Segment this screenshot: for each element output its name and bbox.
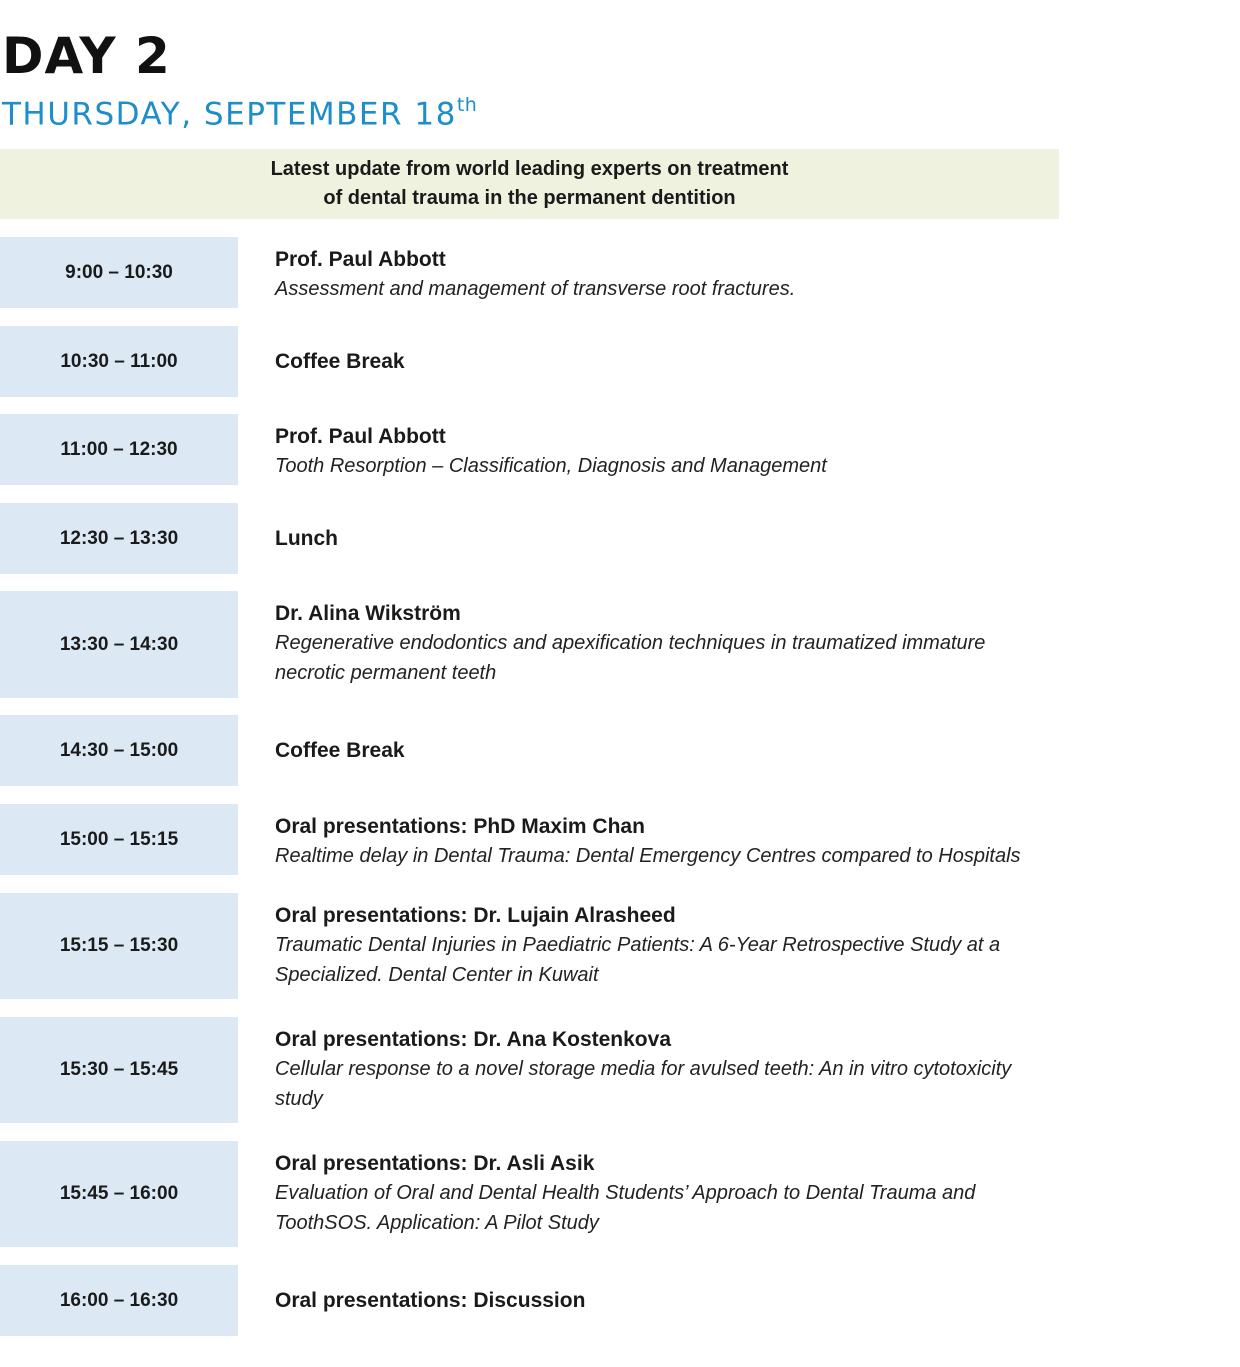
date-text: THURSDAY, SEPTEMBER 18 (2, 96, 457, 133)
time-slot: 13:30 – 14:30 (0, 591, 238, 698)
session-title: Oral presentations: PhD Maxim Chan (275, 815, 645, 838)
time-slot: 15:00 – 15:15 (0, 804, 238, 875)
time-slot: 14:30 – 15:00 (0, 715, 238, 786)
time-slot: 15:45 – 16:00 (0, 1141, 238, 1247)
schedule-row (0, 1141, 1059, 1247)
schedule-row (0, 804, 1059, 875)
day-title: DAY 2 (2, 27, 171, 85)
session-title: Lunch (275, 527, 338, 550)
session-title: Coffee Break (275, 350, 405, 373)
schedule-row (0, 326, 1059, 397)
session-description: Traumatic Dental Injuries in Paediatric Patients: A 6-Year Retrospective Study at a Specialized. Dental Center in Kuwait (275, 934, 1001, 986)
time-slot: 15:15 – 15:30 (0, 893, 238, 999)
session-title: Oral presentations: Dr. Ana Kostenkova (275, 1028, 671, 1051)
session-content (275, 804, 1059, 883)
date-suffix: th (456, 94, 478, 116)
session-title: Prof. Paul Abbott (275, 248, 446, 271)
time-slot: 10:30 – 11:00 (0, 326, 238, 397)
schedule-row (0, 591, 1059, 698)
date-heading (2, 88, 477, 133)
session-title: Oral presentations: Dr. Asli Asik (275, 1152, 595, 1175)
session-content (275, 893, 1059, 1007)
session-content (275, 414, 1059, 493)
banner-line-1: Latest update from world leading experts on treatment (270, 158, 789, 180)
session-content (275, 715, 1059, 786)
session-description: Evaluation of Oral and Dental Health Students’ Approach to Dental Trauma and ToothSOS. Application: A Pilot Study (275, 1182, 976, 1234)
time-slot: 11:00 – 12:30 (0, 414, 238, 485)
session-content (275, 237, 1059, 316)
session-title: Prof. Paul Abbott (275, 425, 446, 448)
topic-banner (0, 149, 1059, 219)
schedule-row (0, 503, 1059, 574)
session-description: Realtime delay in Dental Trauma: Dental Emergency Centres compared to Hospitals (275, 845, 1021, 867)
time-slot: 15:30 – 15:45 (0, 1017, 238, 1123)
schedule-row (0, 893, 1059, 999)
session-content (275, 1141, 1059, 1255)
session-description: Regenerative endodontics and apexification techniques in traumatized immature necrotic permanent teeth (275, 632, 986, 684)
session-description: Cellular response to a novel storage media for avulsed teeth: An in vitro cytotoxicity study (275, 1058, 1012, 1110)
session-content (275, 591, 1059, 706)
session-title: Dr. Alina Wikström (275, 602, 461, 625)
time-slot: 9:00 – 10:30 (0, 237, 238, 308)
session-content (275, 1017, 1059, 1131)
session-content (275, 326, 1059, 397)
schedule-row (0, 715, 1059, 786)
session-title: Oral presentations: Discussion (275, 1289, 586, 1312)
schedule-row (0, 1265, 1059, 1336)
session-description: Tooth Resorption – Classification, Diagnosis and Management (275, 455, 827, 477)
schedule-row (0, 237, 1059, 308)
time-slot: 16:00 – 16:30 (0, 1265, 238, 1336)
time-slot: 12:30 – 13:30 (0, 503, 238, 574)
schedule-row (0, 414, 1059, 485)
session-title: Oral presentations: Dr. Lujain Alrasheed (275, 904, 676, 927)
banner-line-2: of dental trauma in the permanent dentition (323, 187, 736, 209)
session-description: Assessment and management of transverse root fractures. (275, 278, 796, 300)
session-content (275, 1265, 1059, 1336)
session-title: Coffee Break (275, 739, 405, 762)
schedule-row (0, 1017, 1059, 1123)
session-content (275, 503, 1059, 574)
